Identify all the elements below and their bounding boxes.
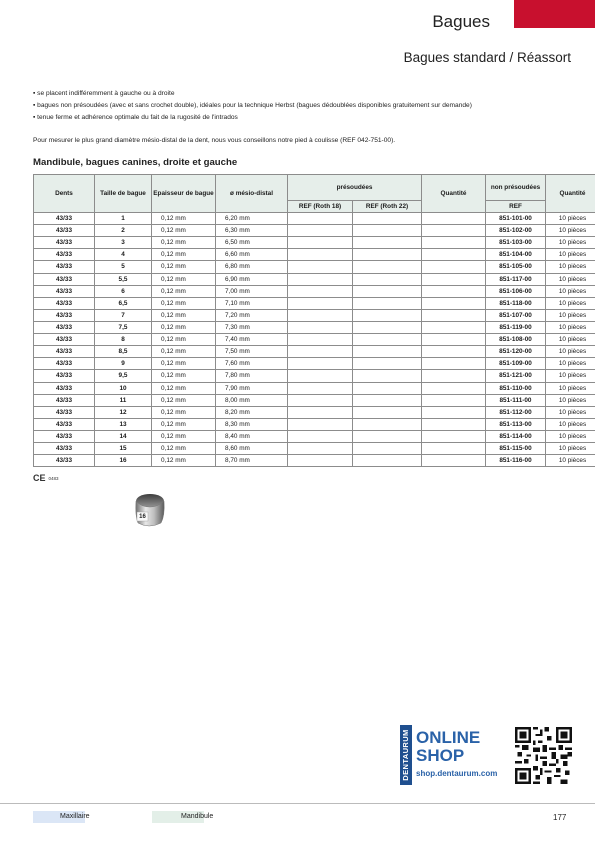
cell-ref: 851-117-00 [486,273,546,285]
cell-roth22 [353,406,422,418]
cell-roth18 [288,225,353,237]
cell-roth22 [353,321,422,333]
cell-roth22 [353,382,422,394]
cell-dents: 43/33 [34,213,95,225]
subheader-roth22: REF (Roth 22) [353,201,422,213]
cell-epaisseur: 0,12 mm [152,382,216,394]
cell-roth22 [353,297,422,309]
cell-epaisseur: 0,12 mm [152,394,216,406]
cell-epaisseur: 0,12 mm [152,249,216,261]
table-row [34,430,595,442]
cell-quantite-2: 10 pièces [546,455,595,467]
table-title: Mandibule, bagues canines, droite et gauche [33,157,238,168]
cell-taille: 11 [95,394,152,406]
table-row [34,285,595,297]
cell-quantite [422,346,486,358]
cell-quantite [422,261,486,273]
cell-diametre: 6,50 mm [216,237,288,249]
cell-roth18 [288,285,353,297]
table-row [34,225,595,237]
cell-quantite-2: 10 pièces [546,225,595,237]
cell-quantite [422,358,486,370]
brand-name: DENTAURUM [401,729,410,781]
header-quantite-2: Quantité [546,175,595,213]
cell-taille: 6 [95,285,152,297]
cell-taille: 9 [95,358,152,370]
cell-roth22 [353,261,422,273]
cell-taille: 1 [95,213,152,225]
cell-quantite-2: 10 pièces [546,309,595,321]
cell-ref: 851-109-00 [486,358,546,370]
cell-roth18 [288,382,353,394]
ce-symbol: CE [33,473,46,483]
cell-quantite [422,213,486,225]
cell-ref: 851-111-00 [486,394,546,406]
cell-ref: 851-110-00 [486,382,546,394]
cell-dents: 43/33 [34,297,95,309]
legend-label-maxillaire: Maxillaire [60,813,90,820]
cell-ref: 851-104-00 [486,249,546,261]
cell-quantite-2: 10 pièces [546,394,595,406]
cell-dents: 43/33 [34,418,95,430]
cell-roth22 [353,346,422,358]
table-row [34,455,595,467]
cell-quantite [422,297,486,309]
cell-taille: 4 [95,249,152,261]
cell-quantite-2: 10 pièces [546,370,595,382]
cell-roth22 [353,370,422,382]
cell-ref: 851-115-00 [486,443,546,455]
cell-epaisseur: 0,12 mm [152,261,216,273]
cell-quantite-2: 10 pièces [546,273,595,285]
cell-epaisseur: 0,12 mm [152,321,216,333]
cell-roth22 [353,443,422,455]
cell-epaisseur: 0,12 mm [152,430,216,442]
cell-roth22 [353,430,422,442]
cell-diametre: 7,80 mm [216,370,288,382]
cell-diametre: 8,30 mm [216,418,288,430]
cell-epaisseur: 0,12 mm [152,346,216,358]
cell-diametre: 7,50 mm [216,346,288,358]
cell-roth18 [288,309,353,321]
cell-roth22 [353,418,422,430]
header-quantite: Quantité [422,175,486,213]
cell-dents: 43/33 [34,382,95,394]
table-row [34,418,595,430]
header-dents: Dents [34,175,95,213]
section-title: Bagues [432,12,490,31]
cell-quantite [422,237,486,249]
cell-quantite-2: 10 pièces [546,346,595,358]
cell-quantite-2: 10 pièces [546,213,595,225]
cell-diametre: 7,10 mm [216,297,288,309]
cell-diametre: 8,20 mm [216,406,288,418]
cell-diametre: 8,40 mm [216,430,288,442]
orthodontic-band-icon [132,492,166,535]
cell-quantite [422,382,486,394]
cell-roth18 [288,346,353,358]
cell-dents: 43/33 [34,334,95,346]
table-row [34,261,595,273]
cell-quantite-2: 10 pièces [546,297,595,309]
cell-quantite [422,273,486,285]
cell-roth22 [353,455,422,467]
measurement-note: Pour mesurer le plus grand diamètre mésio-distal de la dent, nous vous conseillons notre pied à coulisse (REF 042-751-00). [33,137,396,144]
cell-dents: 43/33 [34,285,95,297]
cell-taille: 5,5 [95,273,152,285]
cell-quantite [422,418,486,430]
shop-url-link[interactable]: shop.dentaurum.com [416,769,498,778]
cell-dents: 43/33 [34,309,95,321]
cell-quantite [422,321,486,333]
cell-diametre: 6,20 mm [216,213,288,225]
cell-taille: 7,5 [95,321,152,333]
cell-epaisseur: 0,12 mm [152,225,216,237]
cell-roth22 [353,249,422,261]
cell-dents: 43/33 [34,430,95,442]
footer-divider [0,803,595,804]
cell-roth18 [288,370,353,382]
cell-diametre: 6,60 mm [216,249,288,261]
cell-roth18 [288,358,353,370]
cell-roth18 [288,249,353,261]
cell-quantite [422,455,486,467]
online-shop-banner[interactable] [400,725,574,785]
cell-epaisseur: 0,12 mm [152,455,216,467]
online-shop-line1: ONLINE [416,728,481,747]
cell-ref: 851-114-00 [486,430,546,442]
cell-roth18 [288,273,353,285]
cell-dents: 43/33 [34,321,95,333]
cell-taille: 12 [95,406,152,418]
cell-ref: 851-118-00 [486,297,546,309]
cell-roth22 [353,273,422,285]
cell-roth18 [288,334,353,346]
table-row [34,249,595,261]
cell-ref: 851-101-00 [486,213,546,225]
cell-roth18 [288,261,353,273]
cell-dents: 43/33 [34,358,95,370]
cell-quantite [422,394,486,406]
ce-mark [33,473,59,483]
table-row [34,406,595,418]
feature-item: ▪ se placent indifféremment à gauche ou à droite [33,88,472,100]
cell-roth18 [288,430,353,442]
cell-quantite-2: 10 pièces [546,334,595,346]
feature-item: ▪ tenue ferme et adhérence optimale du fait de la rugosité de l'intrados [33,112,472,124]
table-row [34,309,595,321]
cell-ref: 851-113-00 [486,418,546,430]
cell-ref: 851-105-00 [486,261,546,273]
cell-epaisseur: 0,12 mm [152,213,216,225]
cell-ref: 851-112-00 [486,406,546,418]
table-row [34,443,595,455]
cell-ref: 851-120-00 [486,346,546,358]
cell-epaisseur: 0,12 mm [152,297,216,309]
header-diametre: ø mésio-distal [216,175,288,213]
cell-quantite-2: 10 pièces [546,321,595,333]
cell-quantite [422,430,486,442]
cell-roth18 [288,418,353,430]
cell-ref: 851-102-00 [486,225,546,237]
cell-quantite-2: 10 pièces [546,285,595,297]
feature-item: ▪ bagues non présoudées (avec et sans crochet double), idéales pour la technique Herbst (bagues dédoublées disponibles gratuitement sur demande) [33,100,472,112]
header-non-presoudees: non présoudées [486,175,546,201]
cell-ref: 851-106-00 [486,285,546,297]
cell-quantite [422,285,486,297]
cell-quantite [422,443,486,455]
cell-roth18 [288,455,353,467]
cell-quantite-2: 10 pièces [546,249,595,261]
cell-diametre: 7,00 mm [216,285,288,297]
subheader-roth18: REF (Roth 18) [288,201,353,213]
cell-diametre: 7,90 mm [216,382,288,394]
online-shop-title [416,729,480,765]
brand-vertical-label [400,725,412,785]
table-body [34,213,595,467]
cell-diametre: 8,60 mm [216,443,288,455]
cell-roth18 [288,321,353,333]
cell-roth18 [288,213,353,225]
bands-table [33,174,595,467]
cell-ref: 851-107-00 [486,309,546,321]
cell-roth18 [288,406,353,418]
cell-dents: 43/33 [34,273,95,285]
cell-dents: 43/33 [34,225,95,237]
cell-taille: 2 [95,225,152,237]
header-presoudees: présoudées [288,175,422,201]
cell-diametre: 7,40 mm [216,334,288,346]
cell-diametre: 6,90 mm [216,273,288,285]
cell-quantite [422,249,486,261]
cell-diametre: 7,20 mm [216,309,288,321]
cell-quantite [422,370,486,382]
cell-taille: 10 [95,382,152,394]
cell-dents: 43/33 [34,406,95,418]
cell-roth18 [288,443,353,455]
cell-dents: 43/33 [34,346,95,358]
cell-diametre: 8,00 mm [216,394,288,406]
table-row [34,346,595,358]
table-row [34,334,595,346]
cell-roth18 [288,237,353,249]
cell-epaisseur: 0,12 mm [152,443,216,455]
cell-diametre: 8,70 mm [216,455,288,467]
cell-epaisseur: 0,12 mm [152,285,216,297]
cell-quantite-2: 10 pièces [546,430,595,442]
ce-number: 0483 [48,476,59,482]
table-row [34,273,595,285]
cell-dents: 43/33 [34,394,95,406]
cell-diametre: 6,30 mm [216,225,288,237]
cell-taille: 9,5 [95,370,152,382]
cell-dents: 43/33 [34,370,95,382]
cell-dents: 43/33 [34,261,95,273]
online-shop-line2: SHOP [416,746,465,765]
cell-diametre: 7,60 mm [216,358,288,370]
cell-taille: 5 [95,261,152,273]
cell-taille: 13 [95,418,152,430]
table-row [34,394,595,406]
cell-quantite [422,225,486,237]
cell-epaisseur: 0,12 mm [152,406,216,418]
cell-quantite [422,406,486,418]
table-row [34,213,595,225]
cell-roth22 [353,334,422,346]
subheader-ref: REF [486,201,546,213]
cell-ref: 851-108-00 [486,334,546,346]
table-row [34,370,595,382]
table-row [34,297,595,309]
cell-quantite-2: 10 pièces [546,406,595,418]
header-taille: Taille de bague [95,175,152,213]
cell-quantite [422,309,486,321]
cell-taille: 14 [95,430,152,442]
cell-roth22 [353,213,422,225]
cell-taille: 8 [95,334,152,346]
cell-roth22 [353,309,422,321]
cell-epaisseur: 0,12 mm [152,273,216,285]
cell-diametre: 7,30 mm [216,321,288,333]
cell-taille: 16 [95,455,152,467]
cell-quantite-2: 10 pièces [546,418,595,430]
table-row [34,382,595,394]
cell-dents: 43/33 [34,443,95,455]
cell-quantite [422,334,486,346]
table-row [34,321,595,333]
cell-dents: 43/33 [34,249,95,261]
cell-roth22 [353,237,422,249]
cell-dents: 43/33 [34,455,95,467]
header-epaisseur: Epaisseur de bague [152,175,216,213]
cell-roth22 [353,394,422,406]
cell-ref: 851-116-00 [486,455,546,467]
cell-dents: 43/33 [34,237,95,249]
cell-epaisseur: 0,12 mm [152,309,216,321]
cell-taille: 15 [95,443,152,455]
band-size-label: 16 [139,514,146,520]
cell-epaisseur: 0,12 mm [152,237,216,249]
feature-list [33,88,472,124]
cell-epaisseur: 0,12 mm [152,370,216,382]
table-row [34,237,595,249]
cell-roth18 [288,297,353,309]
cell-ref: 851-121-00 [486,370,546,382]
cell-roth22 [353,285,422,297]
cell-ref: 851-119-00 [486,321,546,333]
cell-quantite-2: 10 pièces [546,261,595,273]
cell-epaisseur: 0,12 mm [152,334,216,346]
cell-quantite-2: 10 pièces [546,382,595,394]
cell-diametre: 6,80 mm [216,261,288,273]
cell-epaisseur: 0,12 mm [152,418,216,430]
cell-roth22 [353,225,422,237]
page-number: 177 [553,813,567,822]
cell-quantite-2: 10 pièces [546,237,595,249]
section-color-tab [514,0,595,28]
page-subtitle: Bagues standard / Réassort [403,50,571,65]
cell-quantite-2: 10 pièces [546,358,595,370]
cell-taille: 3 [95,237,152,249]
cell-taille: 6,5 [95,297,152,309]
legend-label-mandibule: Mandibule [181,813,214,820]
cell-taille: 7 [95,309,152,321]
table-row [34,358,595,370]
cell-roth18 [288,394,353,406]
cell-taille: 8,5 [95,346,152,358]
cell-ref: 851-103-00 [486,237,546,249]
cell-roth22 [353,358,422,370]
cell-quantite-2: 10 pièces [546,443,595,455]
cell-epaisseur: 0,12 mm [152,358,216,370]
qr-code-icon[interactable] [515,727,572,784]
